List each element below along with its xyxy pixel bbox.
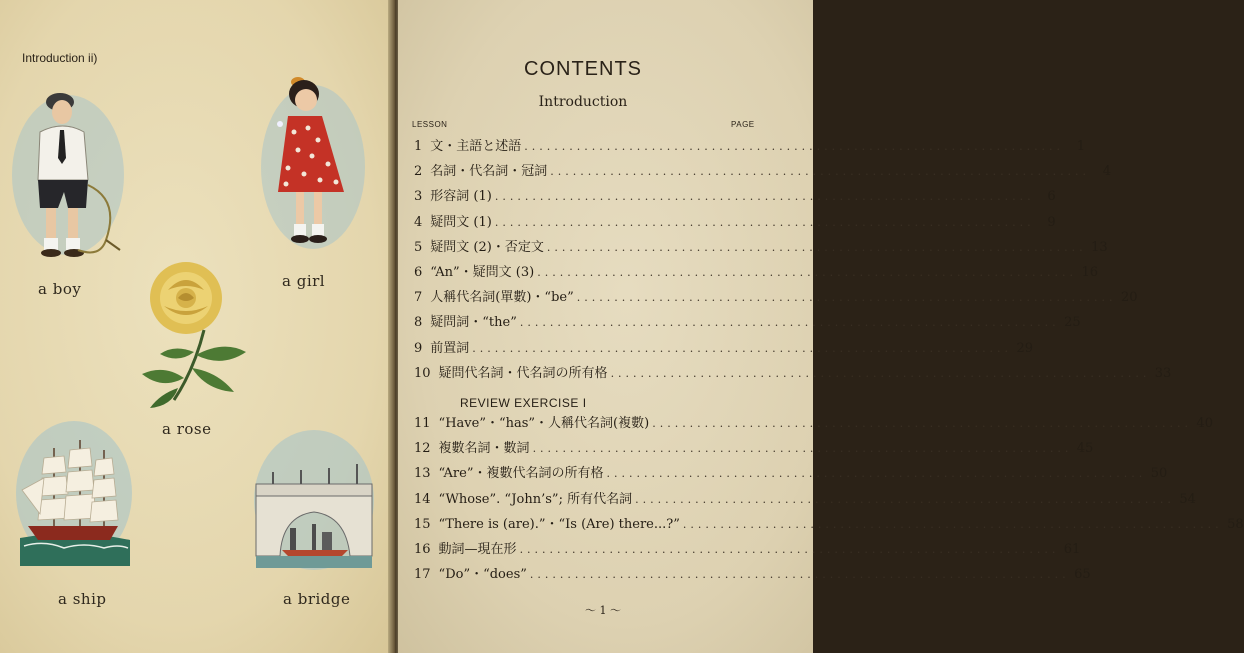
lesson-page-number: 65: [1074, 567, 1091, 583]
lesson-title: 疑問文 (1): [430, 214, 492, 230]
leader-dots: ........................................................................: [524, 140, 1065, 153]
lesson-page-number: 20: [1120, 290, 1138, 306]
lesson-title: 名詞・代名詞・冠詞: [430, 164, 548, 180]
lesson-title: “Are”・複數代名詞の所有格: [438, 466, 604, 482]
lesson-number: 13: [414, 466, 431, 482]
toc-entry: [414, 160, 1112, 185]
lesson-title: “An”・疑問文 (3): [430, 265, 535, 280]
lesson-title: 人稱代名詞(單數)・“be”: [430, 290, 574, 306]
toc-entry: [414, 437, 1094, 462]
left-page: [0, 0, 392, 653]
toc-entry: [414, 563, 1091, 588]
lesson-number: 5: [414, 239, 423, 255]
girl-illustration: [258, 72, 368, 257]
lesson-title: 疑問代名詞・代名詞の所有格: [438, 365, 608, 381]
lesson-page-number: 50: [1150, 466, 1168, 482]
contents-title: CONTENTS: [524, 58, 642, 80]
ship-illustration: [14, 418, 134, 568]
lesson-page-number: 58: [1227, 516, 1244, 532]
lesson-number: 10: [414, 365, 431, 381]
lesson-page-number: 16: [1081, 265, 1098, 280]
introduction-heading: Introduction: [538, 94, 628, 110]
lesson-number: 1: [414, 139, 423, 154]
lesson-column-header: LESSON: [412, 120, 448, 129]
lesson-number: 2: [414, 164, 423, 180]
lesson-page-number: 33: [1154, 365, 1172, 381]
leader-dots: ........................................................................: [682, 517, 1223, 531]
lesson-number: 15: [414, 516, 431, 532]
toc-entry: [414, 538, 1081, 563]
lesson-page-number: 6: [1047, 189, 1056, 205]
lesson-number: 6: [414, 265, 423, 280]
introduction-label: Introduction ii): [22, 51, 98, 65]
toc-entry: [414, 412, 1213, 437]
lesson-title: 複數名詞・數詞: [438, 441, 530, 457]
lesson-title: “Whose”. “John’s”; 所有代名詞: [438, 491, 633, 507]
lesson-number: 12: [414, 441, 431, 457]
lesson-number: 7: [414, 290, 423, 306]
lesson-page-number: 1: [1076, 139, 1086, 154]
lesson-number: 11: [414, 416, 431, 431]
rose-caption: a rose: [162, 420, 212, 438]
lesson-title: 疑問文 (2)・否定文: [430, 239, 544, 255]
rose-illustration: [134, 260, 254, 410]
toc-entry: [414, 135, 1086, 160]
toc-entry: [414, 362, 1172, 387]
lesson-number: 14: [414, 491, 431, 507]
toc-entry: [414, 337, 1034, 362]
review-exercise-heading: REVIEW EXERCISE I: [460, 396, 587, 410]
lesson-number: 4: [414, 214, 423, 230]
toc-entry: [414, 185, 1056, 210]
lesson-page-number: 4: [1102, 164, 1112, 180]
leader-dots: ........................................................................: [494, 215, 1035, 229]
toc-entry: [414, 211, 1056, 236]
lesson-page-number: 13: [1091, 239, 1108, 255]
lesson-title: 形容詞 (1): [430, 189, 492, 205]
ship-caption: a ship: [58, 590, 107, 608]
leader-dots: ........................................................................: [576, 291, 1117, 305]
lesson-number: 17: [414, 567, 431, 583]
lesson-number: 3: [414, 189, 423, 205]
toc-entry: [414, 261, 1098, 286]
leader-dots: ........................................................................: [494, 190, 1035, 204]
right-page: [398, 0, 1244, 653]
toc-entry: [414, 236, 1108, 261]
leader-dots: ........................................................................: [610, 366, 1151, 380]
lesson-title: “Have”・“has”・人稱代名詞(複數): [438, 416, 650, 431]
leader-dots: ........................................................................: [652, 417, 1192, 430]
leader-dots: ........................................................................: [546, 240, 1087, 254]
lesson-page-number: 9: [1047, 214, 1056, 230]
lesson-title: 前置詞: [430, 340, 470, 356]
leader-dots: ........................................................................: [550, 165, 1091, 179]
lesson-title: 疑問詞・“the”: [430, 315, 517, 331]
boy-illustration: [8, 80, 128, 265]
leader-dots: ........................................................................: [519, 316, 1060, 330]
lesson-title: 動詞—現在形: [438, 542, 517, 557]
lesson-page-number: 29: [1016, 340, 1034, 356]
lesson-page-number: 25: [1064, 315, 1081, 331]
lesson-title: “There is (are).”・“Is (Are) there...?”: [438, 516, 680, 532]
leader-dots: ........................................................................: [635, 492, 1175, 506]
boy-caption: a boy: [38, 280, 82, 298]
leader-dots: ........................................................................: [537, 266, 1077, 279]
leader-dots: ........................................................................: [519, 543, 1060, 556]
toc-entry: [414, 286, 1138, 311]
leader-dots: ........................................................................: [529, 568, 1070, 582]
lesson-page-number: 40: [1196, 416, 1213, 431]
lesson-title: 文・主語と述語: [430, 139, 522, 154]
toc-entry: [414, 311, 1081, 336]
lesson-title: “Do”・“does”: [438, 567, 527, 583]
page-column-header: PAGE: [731, 120, 755, 129]
lesson-page-number: 45: [1076, 441, 1094, 457]
lesson-page-number: 61: [1063, 542, 1081, 557]
bridge-illustration: [252, 420, 377, 570]
lesson-number: 16: [414, 542, 431, 557]
page-number-footer: ～ 1 ～: [585, 604, 621, 617]
leader-dots: ........................................................................: [532, 442, 1073, 456]
girl-caption: a girl: [282, 272, 326, 290]
bridge-caption: a bridge: [283, 590, 351, 608]
toc-entry: [414, 488, 1196, 513]
leader-dots: ........................................................................: [472, 341, 1013, 355]
lesson-number: 8: [414, 315, 423, 331]
toc-entry: [414, 513, 1244, 538]
toc-entry: [414, 462, 1168, 487]
lesson-page-number: 54: [1179, 491, 1196, 507]
leader-dots: ........................................................................: [606, 467, 1147, 481]
lesson-number: 9: [414, 340, 423, 356]
